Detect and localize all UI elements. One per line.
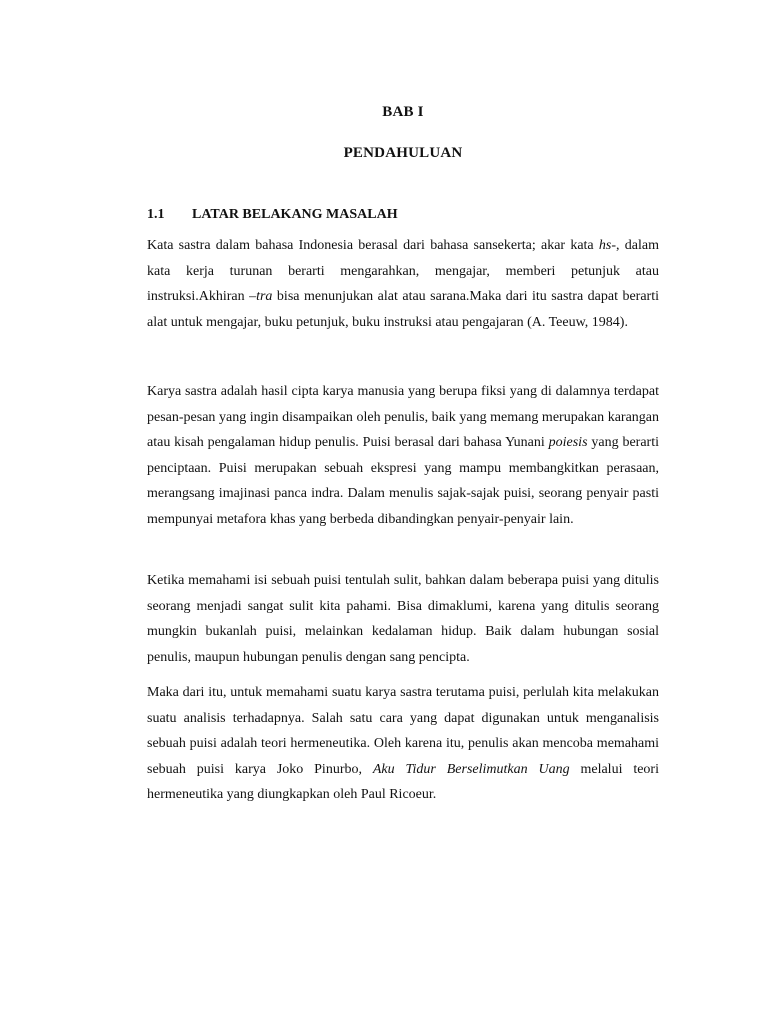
paragraph-1-text-a: Kata sastra dalam bahasa Indonesia berasal dari bahasa sansekerta; akar kata	[147, 238, 599, 253]
paragraph-4-text-a: Maka dari itu, untuk memahami suatu karya sastra terutama puisi, perlulah kita melakukan suatu analisis terhadapnya. Salah satu cara yang dapat digunakan untuk menganalisis sebuah puisi adalah teori hermeneutika. Oleh karena itu, penulis akan mencoba memahami sebuah puisi karya Joko Pinurbo,	[147, 685, 659, 777]
paragraph-2-italic-term: poiesis	[548, 435, 588, 450]
paragraph-4	[147, 680, 659, 808]
paragraph-1-italic-suffix: –tra	[249, 289, 273, 304]
chapter-title: PENDAHULUAN	[343, 145, 463, 161]
paragraph-3	[147, 568, 659, 670]
paragraph-2-text-a: Karya sastra adalah hasil cipta karya manusia yang berupa fiksi yang di dalamnya terdapat pesan-pesan yang ingin disampaikan oleh penulis, baik yang memang merupakan karangan atau kisah pengalaman hidup penulis. Puisi berasal dari bahasa Yunani	[147, 384, 659, 450]
paragraph-2-text-c: yang berarti penciptaan. Puisi merupakan sebuah ekspresi yang mampu membangkitkan perasaan, merangsang imajinasi panca indra. Dalam menulis sajak-sajak puisi, seorang penyair pasti mempunyai metafora khas yang berbeda dibandingkan penyair-penyair lain.	[147, 435, 659, 527]
paragraph-1-italic-root: hs-	[598, 238, 617, 253]
paragraph-4-text-c: melalui teori hermeneutika yang diungkapkan oleh Paul Ricoeur.	[147, 761, 659, 802]
paragraph-2	[147, 379, 659, 532]
paragraph-1-text-e: bisa menunjukan alat atau sarana.Maka dari itu sastra dapat berarti alat untuk mengajar, buku petunjuk, buku instruksi atau pengajaran (A. Teeuw, 1984).	[147, 289, 659, 330]
section-number: 1.1	[147, 207, 165, 222]
chapter-number: BAB I	[382, 104, 424, 120]
section-title: LATAR BELAKANG MASALAH	[192, 207, 398, 222]
section-heading	[147, 207, 398, 223]
paragraph-3-text-a: Ketika memahami isi sebuah puisi tentulah sulit, bahkan dalam beberapa puisi yang ditulis seorang menjadi sangat sulit kita pahami. Bisa dimaklumi, karena yang ditulis seorang mungkin bukanlah puisi, melainkan kedalaman hidup. Baik dalam hubungan sosial penulis, maupun hubungan penulis dengan sang pencipta.	[147, 573, 659, 665]
paragraph-1	[147, 233, 659, 335]
paragraph-1-text-c: , dalam kata kerja turunan berarti mengarahkan, mengajar, memberi petunjuk atau instruksi.Akhiran	[147, 238, 659, 304]
paragraph-4-italic-title: Aku Tidur Berselimutkan Uang	[372, 761, 570, 777]
